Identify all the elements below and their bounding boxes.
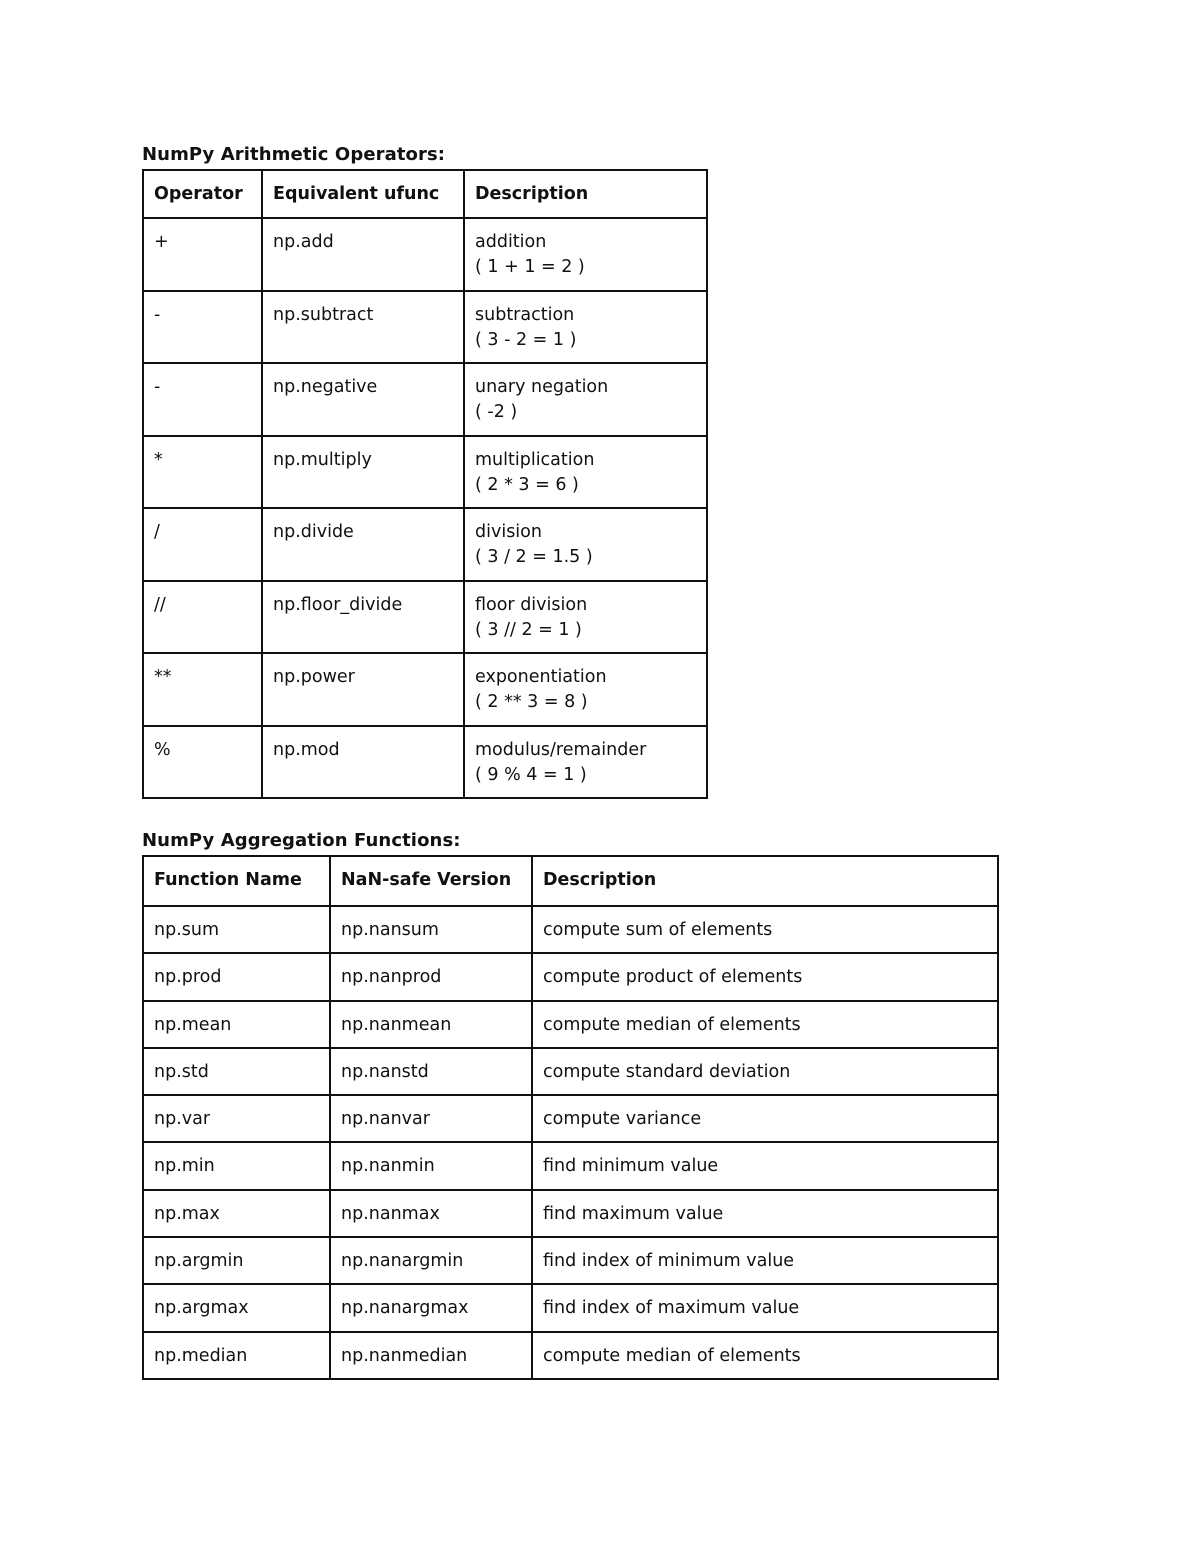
description-text: modulus/remainder xyxy=(475,739,647,760)
description-cell xyxy=(464,653,707,726)
function-name-cell: np.prod xyxy=(143,953,330,1000)
description-cell xyxy=(464,436,707,509)
table-row xyxy=(143,953,998,1000)
table-row xyxy=(143,1284,998,1331)
operator-cell: % xyxy=(143,726,262,799)
description-example: ( 2 ** 3 = 8 ) xyxy=(475,692,588,712)
function-name-cell: np.argmin xyxy=(143,1237,330,1284)
nan-safe-cell: np.nanargmin xyxy=(330,1237,532,1284)
aggregation-section-title: NumPy Aggregation Functions: xyxy=(142,830,461,851)
table-row xyxy=(143,653,707,726)
description-cell: find index of minimum value xyxy=(532,1237,998,1284)
description-text: subtraction xyxy=(475,304,575,325)
table-row xyxy=(143,1048,998,1095)
description-cell xyxy=(464,581,707,654)
ufunc-cell: np.power xyxy=(262,653,464,726)
description-cell xyxy=(464,508,707,581)
table-row xyxy=(143,1190,998,1237)
ufunc-cell: np.multiply xyxy=(262,436,464,509)
aggregation-functions-table xyxy=(142,855,999,1380)
description-example: ( 3 // 2 = 1 ) xyxy=(475,619,582,640)
function-name-cell: np.max xyxy=(143,1190,330,1237)
table-row xyxy=(143,1095,998,1142)
description-example: ( 2 * 3 = 6 ) xyxy=(475,474,579,495)
table-row xyxy=(143,436,707,509)
description-cell: compute median of elements xyxy=(532,1332,998,1379)
ufunc-cell: np.mod xyxy=(262,726,464,799)
nan-safe-cell: np.nanvar xyxy=(330,1095,532,1142)
ufunc-cell: np.negative xyxy=(262,363,464,436)
header-cell: Description xyxy=(464,170,707,218)
description-cell: compute variance xyxy=(532,1095,998,1142)
operator-cell: - xyxy=(143,363,262,436)
function-name-cell: np.var xyxy=(143,1095,330,1142)
description-text: addition xyxy=(475,232,547,252)
table-row xyxy=(143,218,707,291)
operator-cell: + xyxy=(143,218,262,291)
table-row xyxy=(143,508,707,581)
table-row xyxy=(143,1001,998,1048)
arithmetic-section-title: NumPy Arithmetic Operators: xyxy=(142,144,446,165)
ufunc-cell: np.add xyxy=(262,218,464,291)
description-text: exponentiation xyxy=(475,667,607,687)
nan-safe-cell: np.nanprod xyxy=(330,953,532,1000)
table-row xyxy=(143,1237,998,1284)
operator-cell: * xyxy=(143,436,262,509)
table-row xyxy=(143,291,707,364)
table-row xyxy=(143,906,998,953)
nan-safe-cell: np.nanargmax xyxy=(330,1284,532,1331)
description-example: ( 3 - 2 = 1 ) xyxy=(475,329,577,350)
function-name-cell: np.std xyxy=(143,1048,330,1095)
description-cell: find index of maximum value xyxy=(532,1284,998,1331)
function-name-cell: np.min xyxy=(143,1142,330,1189)
nan-safe-cell: np.nanmean xyxy=(330,1001,532,1048)
description-cell xyxy=(464,726,707,799)
description-cell: find minimum value xyxy=(532,1142,998,1189)
description-example: ( 1 + 1 = 2 ) xyxy=(475,257,585,277)
header-cell: Function Name xyxy=(143,856,330,906)
nan-safe-cell: np.nanmedian xyxy=(330,1332,532,1379)
nan-safe-cell: np.nanmax xyxy=(330,1190,532,1237)
table-row xyxy=(143,726,707,799)
operator-cell: / xyxy=(143,508,262,581)
description-cell: compute product of elements xyxy=(532,953,998,1000)
operator-cell: // xyxy=(143,581,262,654)
ufunc-cell: np.floor_divide xyxy=(262,581,464,654)
header-cell: Description xyxy=(532,856,998,906)
description-cell xyxy=(464,363,707,436)
function-name-cell: np.mean xyxy=(143,1001,330,1048)
description-text: unary negation xyxy=(475,377,609,397)
function-name-cell: np.argmax xyxy=(143,1284,330,1331)
description-cell xyxy=(464,291,707,364)
table-header-row xyxy=(143,856,998,906)
header-cell: Equivalent ufunc xyxy=(262,170,464,218)
ufunc-cell: np.subtract xyxy=(262,291,464,364)
arithmetic-operators-table xyxy=(142,169,708,799)
function-name-cell: np.median xyxy=(143,1332,330,1379)
nan-safe-cell: np.nanmin xyxy=(330,1142,532,1189)
description-text: floor division xyxy=(475,594,588,615)
table-header-row xyxy=(143,170,707,218)
table-row xyxy=(143,581,707,654)
description-cell: compute median of elements xyxy=(532,1001,998,1048)
nan-safe-cell: np.nanstd xyxy=(330,1048,532,1095)
description-example: ( -2 ) xyxy=(475,402,518,422)
operator-cell: - xyxy=(143,291,262,364)
header-cell: NaN-safe Version xyxy=(330,856,532,906)
table-row xyxy=(143,363,707,436)
operator-cell: ** xyxy=(143,653,262,726)
description-cell: compute sum of elements xyxy=(532,906,998,953)
description-cell: compute standard deviation xyxy=(532,1048,998,1095)
header-cell: Operator xyxy=(143,170,262,218)
description-example: ( 9 % 4 = 1 ) xyxy=(475,764,587,785)
function-name-cell: np.sum xyxy=(143,906,330,953)
description-cell xyxy=(464,218,707,291)
table-row xyxy=(143,1142,998,1189)
nan-safe-cell: np.nansum xyxy=(330,906,532,953)
description-text: multiplication xyxy=(475,449,595,470)
description-text: division xyxy=(475,522,542,542)
ufunc-cell: np.divide xyxy=(262,508,464,581)
description-example: ( 3 / 2 = 1.5 ) xyxy=(475,547,593,567)
table-row xyxy=(143,1332,998,1379)
description-cell: find maximum value xyxy=(532,1190,998,1237)
